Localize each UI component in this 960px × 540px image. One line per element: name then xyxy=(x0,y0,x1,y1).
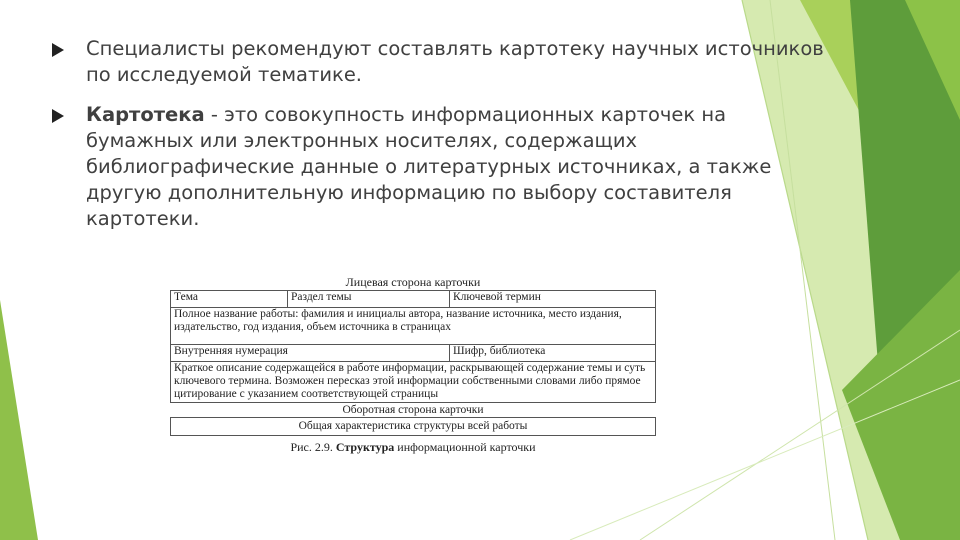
back-side-label: Оборотная сторона карточки xyxy=(342,404,484,416)
triangle-arrow-icon xyxy=(52,109,64,123)
bullet-text: Специалисты рекомендуют составлять картотеку научных источников по исследуемой тематике. xyxy=(86,37,824,86)
caption-prefix: Рис. 2.9. xyxy=(290,440,333,454)
table-row xyxy=(171,345,656,362)
left-green-stripe xyxy=(0,300,38,540)
card-structure-figure xyxy=(170,274,656,455)
caption-rest: информационной карточки xyxy=(397,440,536,454)
table-row xyxy=(171,362,656,403)
bullet-list xyxy=(52,36,832,246)
caption-bold: Структура xyxy=(335,440,395,454)
cell-library-code: Шифр, библиотека xyxy=(450,345,656,362)
bullet-term: Картотека xyxy=(86,103,205,126)
cell-description: Краткое описание содержащейся в работе информации, раскрывающей содержание темы и суть ключевого термина. Возможен пересказ этой информации собственными словами либо прямое цитирование с указанием соответствующей страницы xyxy=(171,362,656,403)
front-card-table xyxy=(170,290,656,403)
table-row xyxy=(171,291,656,308)
cell-section: Раздел темы xyxy=(288,291,450,308)
cell-internal-number: Внутренняя нумерация xyxy=(171,345,450,362)
back-side-box: Общая характеристика структуры всей работы xyxy=(170,417,656,436)
triangle-arrow-icon xyxy=(52,43,64,57)
cell-full-title: Полное название работы: фамилия и инициалы автора, название источника, место издания, издательство, год издания, объем источника в страницах xyxy=(171,308,656,345)
bullet-item-1 xyxy=(52,36,832,88)
cell-key-term: Ключевой термин xyxy=(450,291,656,308)
bullet-item-2 xyxy=(52,102,832,232)
bullet-text: - это совокупность информационных карточек на бумажных или электронных носителях, содержащих библиографические данные о литературных источниках, а также другую дополнительную информацию по выбору составителя картотеки. xyxy=(86,103,772,230)
table-row xyxy=(171,308,656,345)
cell-topic: Тема xyxy=(171,291,288,308)
figure-caption xyxy=(170,440,656,455)
front-side-label: Лицевая сторона карточки xyxy=(345,275,481,289)
